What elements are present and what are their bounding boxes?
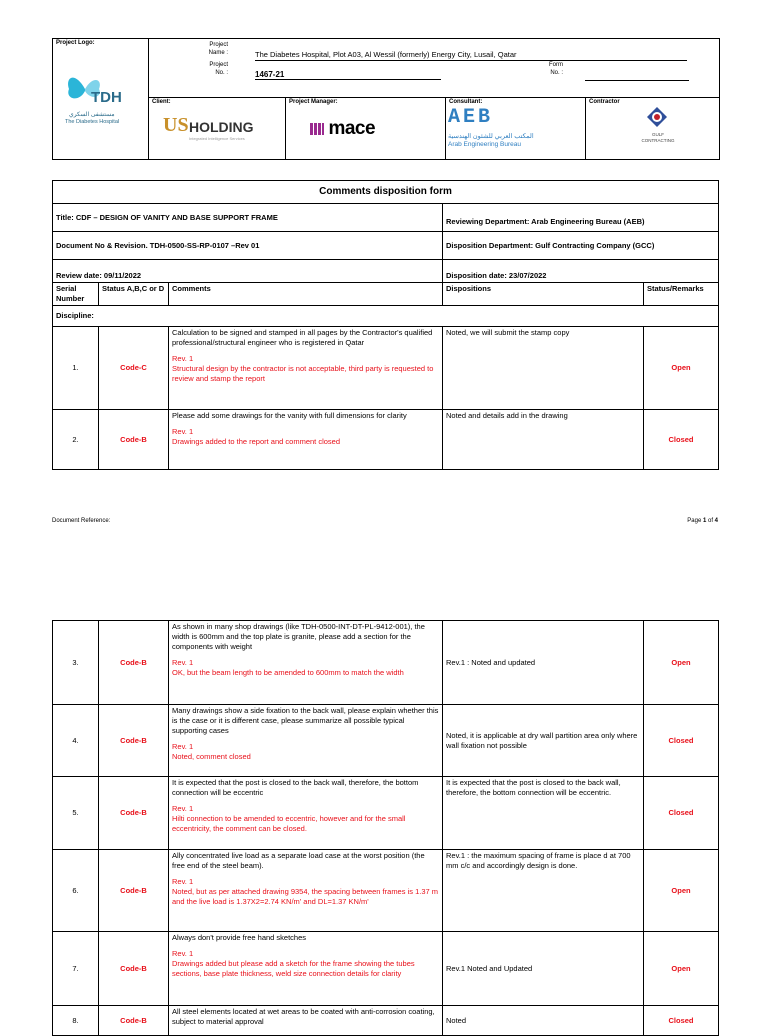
serial-number: 8. bbox=[53, 1006, 99, 1036]
project-name-value: The Diabetes Hospital, Plot A03, Al Wessil (formerly) Energy City, Lusail, Qatar bbox=[255, 50, 687, 61]
form-title: Comments disposition form bbox=[53, 181, 719, 204]
comment-cell bbox=[169, 410, 443, 470]
comment-cell bbox=[169, 621, 443, 705]
cdf-form-table bbox=[52, 180, 719, 470]
project-logo-label: Project Logo: bbox=[56, 40, 95, 46]
table-row bbox=[53, 410, 719, 470]
disposition-text: It is expected that the post is closed to the back wall, therefore, the bottom connection will be eccentric. bbox=[443, 777, 644, 850]
comment-text: Calculation to be signed and stamped in all pages by the Contractor's qualified professional/structural engineer who is registered in Qatar bbox=[172, 328, 433, 347]
form-no-label-2: No. : bbox=[550, 70, 563, 76]
mace-logo-text: mace bbox=[328, 118, 376, 139]
table-row bbox=[53, 777, 719, 850]
disposition-text: Noted bbox=[443, 1006, 644, 1036]
rev-comment: Drawings added but please add a sketch for the frame showing the tubes sections, base plate thickness, weld size connection details for clarity bbox=[172, 959, 415, 978]
pm-cell bbox=[286, 98, 446, 159]
comment-text: All steel elements located at wet areas to be coated with anti-corrosion coating, subject to material approval bbox=[172, 1007, 435, 1026]
status-remark: Open bbox=[644, 327, 719, 410]
comment-cell bbox=[169, 777, 443, 850]
form-no-label-1: Form bbox=[549, 62, 563, 68]
status-code: Code-B bbox=[99, 1006, 169, 1036]
comment-cell bbox=[169, 327, 443, 410]
review-date: Review date: 09/11/2022 bbox=[53, 260, 443, 283]
holding-sub-text: Integrated Intelligence Services bbox=[189, 136, 245, 141]
rev-label: Rev. 1 bbox=[172, 354, 194, 363]
tdh-logo bbox=[63, 67, 143, 127]
gulf-emblem-icon bbox=[646, 106, 668, 128]
page-indicator bbox=[640, 518, 718, 524]
table-row bbox=[53, 621, 719, 705]
status-code: Code-B bbox=[99, 932, 169, 1006]
client-label: Client: bbox=[152, 99, 171, 105]
cdf-continuation-table bbox=[52, 620, 719, 1036]
col-status-header: Status A,B,C or D bbox=[99, 283, 169, 306]
status-code: Code-C bbox=[99, 327, 169, 410]
status-remark: Open bbox=[644, 850, 719, 932]
comment-text: It is expected that the post is closed to the back wall, therefore, the bottom connection will be eccentric bbox=[172, 778, 419, 797]
gulf-logo bbox=[636, 106, 696, 156]
tdh-logo-text: TDH bbox=[91, 89, 122, 106]
col-serial-header: Serial Number bbox=[53, 283, 99, 306]
rev-label: Rev. 1 bbox=[172, 804, 194, 813]
comment-cell bbox=[169, 1006, 443, 1036]
table-row bbox=[53, 1006, 719, 1036]
serial-number: 6. bbox=[53, 850, 99, 932]
project-name-label-1: Project bbox=[209, 42, 228, 48]
table-row bbox=[53, 932, 719, 1006]
status-code: Code-B bbox=[99, 410, 169, 470]
document-header bbox=[52, 38, 720, 160]
aeb-arabic-text: المكتب العربي للشئون الهندسية bbox=[448, 133, 534, 140]
tdh-arabic-text: مستشفى السكري bbox=[69, 112, 115, 118]
comment-cell bbox=[169, 932, 443, 1006]
mace-stripes-icon bbox=[310, 123, 324, 135]
rev-comment: Drawings added to the report and comment closed bbox=[172, 437, 341, 446]
document-number: Document No & Revision. TDH-0500-SS-RP-0107 –Rev 01 bbox=[53, 232, 443, 260]
status-remark: Open bbox=[644, 932, 719, 1006]
page-of: of bbox=[706, 518, 715, 524]
consultant-cell bbox=[446, 98, 586, 159]
disposition-text: Rev.1 : Noted and updated bbox=[443, 621, 644, 705]
contractor-label: Contractor bbox=[589, 99, 620, 105]
serial-number: 7. bbox=[53, 932, 99, 1006]
project-no-label-1: Project bbox=[209, 62, 228, 68]
rev-comment: Structural design by the contractor is not acceptable, third party is requested to review and stamp the report bbox=[172, 364, 434, 383]
status-remark: Open bbox=[644, 621, 719, 705]
title-field: Title: CDF – DESIGN OF VANITY AND BASE SUPPORT FRAME bbox=[53, 204, 443, 232]
holding-logo-text: HOLDING bbox=[189, 119, 254, 135]
reviewing-dept: Reviewing Department: Arab Engineering Bureau (AEB) bbox=[443, 204, 719, 232]
page-number: 1 bbox=[702, 518, 707, 524]
project-info bbox=[149, 39, 719, 98]
gulf-logo-text: GULF CONTRACTING bbox=[641, 132, 675, 143]
disposition-date: Disposition date: 23/07/2022 bbox=[443, 260, 719, 283]
disposition-text: Noted, it is applicable at dry wall partition area only where wall fixation not possible bbox=[443, 705, 644, 777]
status-code: Code-B bbox=[99, 850, 169, 932]
comment-text: Ally concentrated live load as a separate load case at the worst position (the free end of the steel beam). bbox=[172, 851, 425, 870]
page-prefix: Page bbox=[687, 518, 703, 524]
comment-text: Please add some drawings for the vanity with full dimensions for clarity bbox=[172, 411, 407, 420]
discipline-row: Discipline: bbox=[53, 306, 719, 327]
col-dispositions-header: Dispositions bbox=[443, 283, 644, 306]
disposition-dept: Disposition Department: Gulf Contracting Company (GCC) bbox=[443, 232, 719, 260]
aeb-logo-text: AEB bbox=[448, 106, 494, 129]
form-no-value bbox=[585, 72, 689, 81]
contractor-cell bbox=[586, 98, 719, 159]
status-remark: Closed bbox=[644, 410, 719, 470]
comment-text: Always don't provide free hand sketches bbox=[172, 933, 307, 942]
consultant-label: Consultant: bbox=[449, 99, 483, 105]
project-logo-cell bbox=[53, 39, 149, 159]
disposition-text: Rev.1 Noted and Updated bbox=[443, 932, 644, 1006]
status-code: Code-B bbox=[99, 705, 169, 777]
col-comments-header: Comments bbox=[169, 283, 443, 306]
rev-comment: OK, but the beam length to be amended to 600mm to match the width bbox=[172, 668, 404, 677]
disposition-text: Rev.1 : the maximum spacing of frame is place d at 700 mm c/c and accordingly design is done. bbox=[443, 850, 644, 932]
aeb-english-text: Arab Engineering Bureau bbox=[448, 141, 521, 148]
page-total: 4 bbox=[714, 518, 718, 524]
rev-label: Rev. 1 bbox=[172, 742, 194, 751]
holding-mark-icon: US bbox=[163, 114, 189, 136]
project-no-label-2: No. : bbox=[215, 70, 228, 76]
comment-text: As shown in many shop drawings (like TDH-0500-INT-DT-PL-9412-001), the width is 600mm and the top plate is granite, please add a section for the components with weight bbox=[172, 622, 425, 651]
serial-number: 2. bbox=[53, 410, 99, 470]
rev-comment: Hilti connection to be amended to eccentric, however and for the small eccentricity, the comment can be closed. bbox=[172, 814, 406, 833]
serial-number: 1. bbox=[53, 327, 99, 410]
rev-label: Rev. 1 bbox=[172, 658, 194, 667]
table-row bbox=[53, 327, 719, 410]
status-remark: Closed bbox=[644, 1006, 719, 1036]
status-code: Code-B bbox=[99, 621, 169, 705]
status-remark: Closed bbox=[644, 777, 719, 850]
serial-number: 4. bbox=[53, 705, 99, 777]
holding-logo bbox=[163, 114, 273, 148]
status-code: Code-B bbox=[99, 777, 169, 850]
table-row bbox=[53, 850, 719, 932]
rev-label: Rev. 1 bbox=[172, 427, 194, 436]
project-name-label-2: Name : bbox=[208, 50, 228, 56]
document-reference: Document Reference: bbox=[52, 518, 111, 524]
disposition-text: Noted, we will submit the stamp copy bbox=[443, 327, 644, 410]
disposition-text: Noted and details add in the drawing bbox=[443, 410, 644, 470]
client-cell bbox=[149, 98, 286, 159]
col-remarks-header: Status/Remarks bbox=[644, 283, 719, 306]
project-no-value: 1467-21 bbox=[255, 70, 441, 80]
serial-number: 3. bbox=[53, 621, 99, 705]
status-remark: Closed bbox=[644, 705, 719, 777]
aeb-logo bbox=[448, 106, 582, 156]
rev-comment: Noted, comment closed bbox=[172, 752, 251, 761]
serial-number: 5. bbox=[53, 777, 99, 850]
rev-comment: Noted, but as per attached drawing 9354, the spacing between frames is 1.37 m and the live load is 1.37X2=2.74 KN/m' and DL=1.37 KN/m' bbox=[172, 887, 438, 906]
tdh-english-text: The Diabetes Hospital bbox=[65, 119, 120, 125]
rev-label: Rev. 1 bbox=[172, 949, 194, 958]
mace-logo bbox=[310, 118, 375, 140]
comment-cell bbox=[169, 850, 443, 932]
comment-cell bbox=[169, 705, 443, 777]
comment-text: Many drawings show a side fixation to the back wall, please explain whether this is the case or it is different case, please summarize all possible typical supporting cases bbox=[172, 706, 439, 735]
rev-label: Rev. 1 bbox=[172, 877, 194, 886]
table-row bbox=[53, 705, 719, 777]
pm-label: Project Manager: bbox=[289, 99, 338, 105]
